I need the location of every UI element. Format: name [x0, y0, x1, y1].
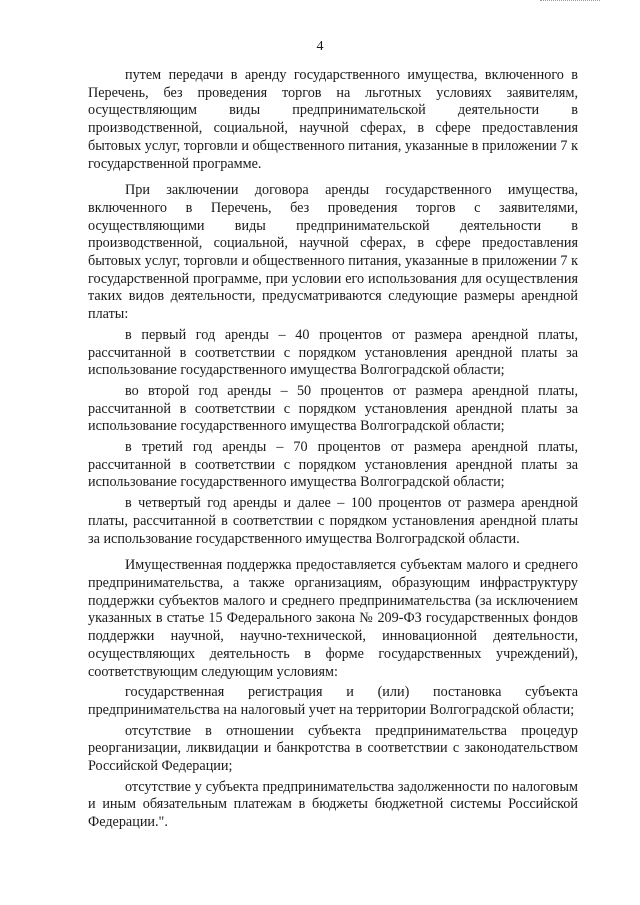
scan-artifact — [540, 0, 600, 4]
paragraph-4: во второй год аренды – 50 процентов от размера арендной платы, рассчитанной в соответствии с порядком установления арендной платы за использование государственного имущества Волгоградской области; — [88, 382, 578, 435]
paragraph-6: в четвертый год аренды и далее – 100 процентов от размера арендной платы, рассчитанной в соответствии с порядком установления арендной платы за использование государственного имущества Волгоградской области. — [88, 495, 578, 547]
paragraph-1-text: путем передачи в аренду государственного имущества, включенного в Перечень, без проведения торгов на льготных условиях заявителям, осуществляющим виды предпринимательской деятельности в производственной, социальной, научной сферах, в сфере предоставления бытовых услуг, торговли и общественного питания, указанные в приложении 7 к государственной программе. — [88, 67, 578, 172]
document-body — [88, 67, 578, 835]
paragraph-1 — [88, 67, 578, 173]
paragraph-8: государственная регистрация и (или) постановка субъекта предпринимательства на налоговый учет на территории Волгоградской области; — [88, 684, 578, 718]
paragraph-9: отсутствие в отношении субъекта предпринимательства процедур реорганизации, ликвидации и банкротства в соответствии с законодательством Российской Федерации; — [88, 722, 578, 775]
paragraph-10: отсутствие у субъекта предпринимательства задолженности по налоговым и иным обязательным платежам в бюджеты бюджетной системы Российской Федерации.". — [88, 778, 578, 831]
paragraph-2: При заключении договора аренды государственного имущества, включенного в Перечень, без проведения торгов с заявителями, осуществляющими виды предпринимательской деятельности в производственной, социальной, научной сферах, в сфере предоставления бытовых услуг, торговли и общественного питания, указанные в приложении 7 к государственной программе, при условии его использования для осуществления таких видов деятельности, предусматриваются следующие размеры арендной платы: — [88, 182, 578, 323]
page-number: 4 — [316, 39, 324, 54]
paragraph-5: в третий год аренды – 70 процентов от размера арендной платы, рассчитанной в соответствии с порядком установления арендной платы за использование государственного имущества Волгоградской области; — [88, 439, 578, 491]
paragraph-3: в первый год аренды – 40 процентов от размера арендной платы, рассчитанной в соответствии с порядком установления арендной платы за использование государственного имущества Волгоградской области; — [88, 326, 578, 379]
paragraph-7: Имущественная поддержка предоставляется субъектам малого и среднего предпринимательства, а также организациям, образующим инфраструктуру поддержки субъектов малого и среднего предпринимательства (за исключением указанных в статье 15 Федерального закона № 209-ФЗ государственных фондов поддержки научной, научно-технической, инновационной деятельности, осуществляющих деятельность в форме государственных учреждений), соответствующим следующим условиям: — [88, 557, 578, 680]
